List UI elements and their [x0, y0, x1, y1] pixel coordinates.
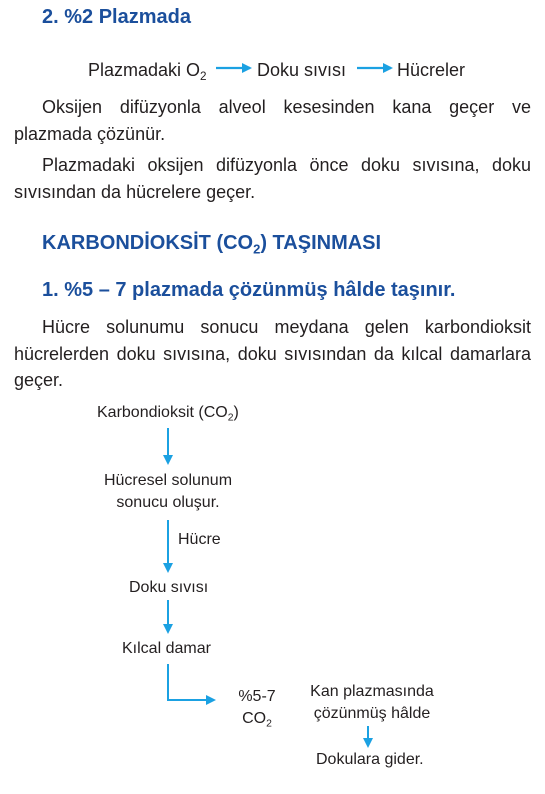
paragraph-oxygen-diffusion: Oksijen difüzyonla alveol kesesinden kana geçer ve plazmada çözünür.	[14, 97, 531, 144]
elbow-arrow	[168, 664, 214, 700]
diagram-node-goes-to-tissues: Dokulara gider.	[316, 751, 424, 768]
diagram-node-dissolved-in-plasma: Kan plazmasında çözünmüş hâlde	[310, 683, 434, 722]
diagram-node-cellular-respiration: Hücresel solunum sonucu oluşur.	[103, 472, 233, 511]
diagram-node-capillary: Kılcal damar	[122, 640, 211, 657]
diagram-node-co2: Karbondioksit $(CO_2)$	[97, 404, 239, 424]
diagram-node-tissue-fluid: Doku sıvısı	[129, 579, 209, 596]
paragraph-co2-transport: Hücre solunumu sonucu meydana gelen karbondioksit hücrelerden doku sıvısına, doku sıvısından da kılcal damarlara geçer.	[14, 317, 531, 390]
co2-subheading: 1. %5 – 7 plazmada çözünmüş hâlde taşınır.	[42, 279, 456, 301]
flow-item-tissue-fluid: Doku sıvısı	[257, 60, 347, 80]
co2-section-heading: KARBONDİOKSİT $(CO_2)$ TAŞINMASI	[42, 232, 382, 257]
diagram-arrow-label-cell: Hücre	[178, 531, 221, 548]
flow-item-cells: Hücreler	[397, 60, 466, 80]
section-heading-plasma: 2. %2 Plazmada	[42, 6, 191, 28]
paragraph-oxygen-to-cells: Plazmadaki oksijen difüzyonla önce doku sıvısına, doku sıvısından da hücrelere geçer.	[14, 155, 531, 202]
flow-item-plasma-o2: Plazmadaki $O_2$	[88, 60, 207, 84]
diagram-node-co2-percent: %5-7 $CO_2$	[238, 688, 276, 730]
